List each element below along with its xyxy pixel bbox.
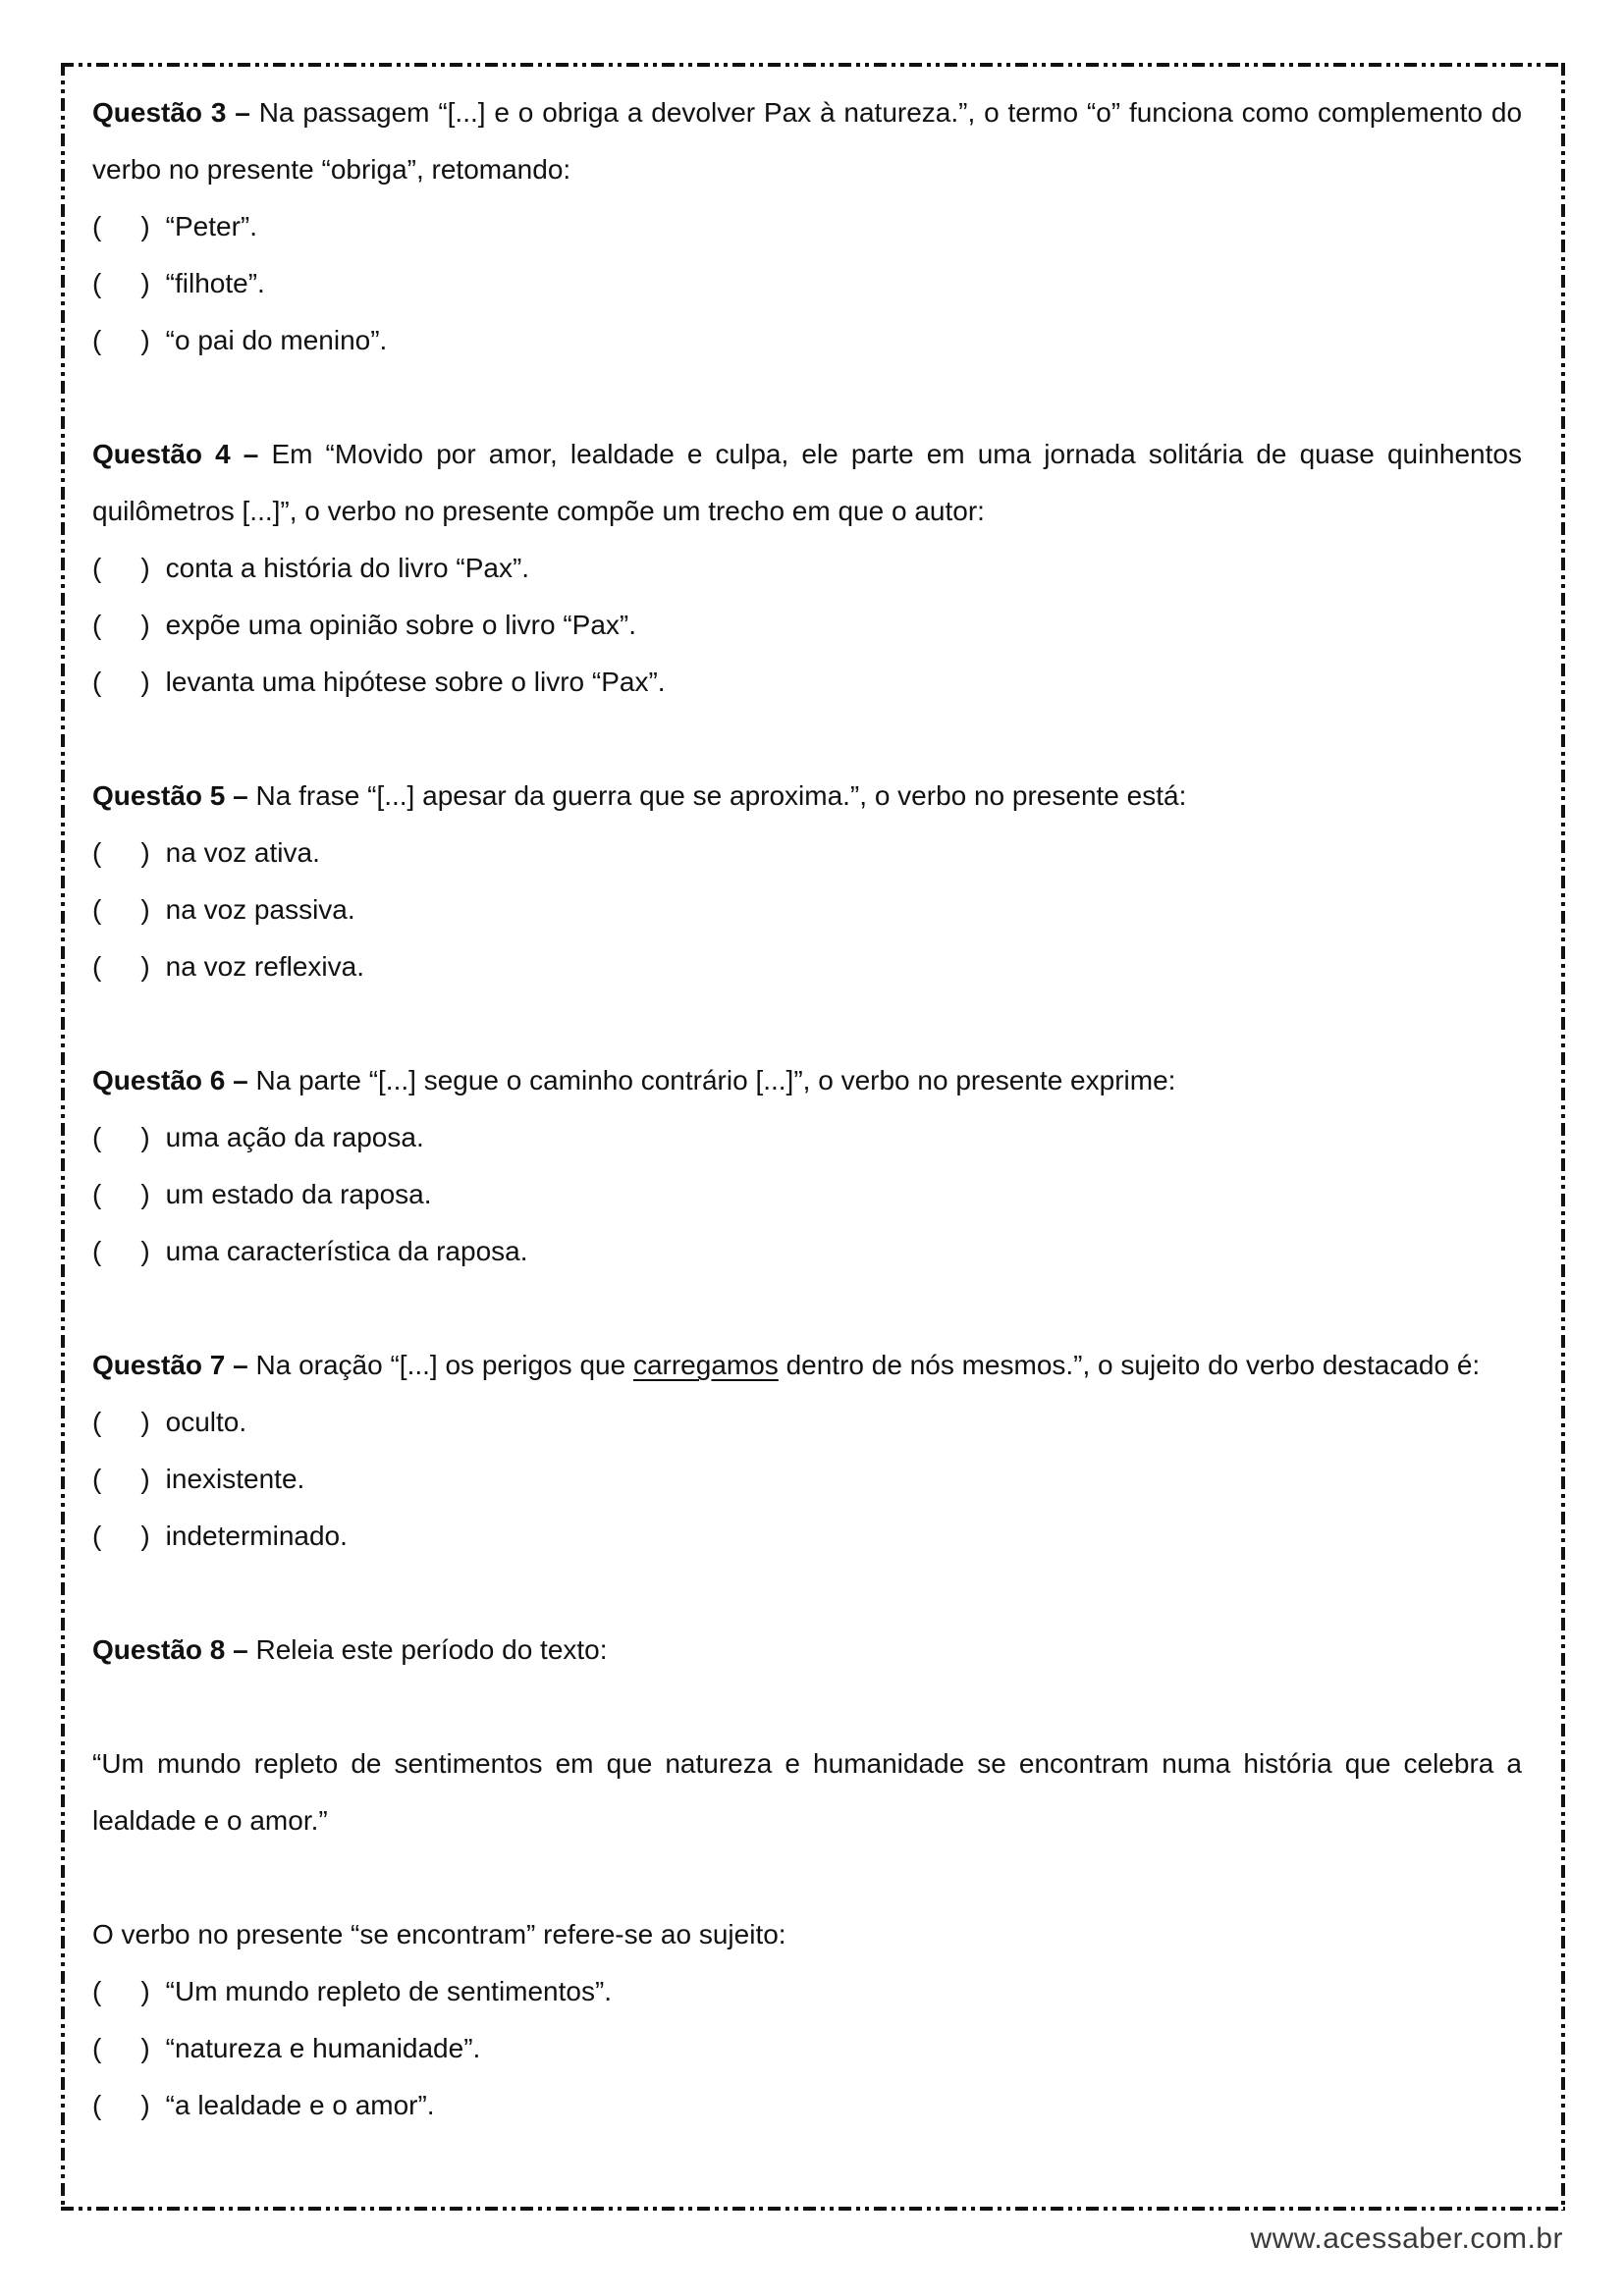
answer-marker[interactable] [92,255,150,312]
option-label: na voz passiva. [165,894,355,925]
answer-marker[interactable] [92,825,150,881]
open-paren: ( [92,1179,102,1209]
question-4-prompt [92,426,1522,540]
option-label: conta a história do livro “Pax”. [165,553,530,583]
question-6 [92,1052,1522,1280]
answer-marker[interactable] [92,1963,150,2020]
answer-marker[interactable] [92,1508,150,1565]
question-6-label: Questão 6 – [92,1065,248,1095]
question-3-option-2 [92,255,1522,312]
question-7-text-after: dentro de nós mesmos.”, o sujeito do verbo destacado é: [778,1350,1481,1380]
question-8-text: Releia este período do texto: [255,1634,608,1665]
open-paren: ( [92,837,102,868]
close-paren: ) [140,268,150,298]
close-paren: ) [140,951,150,982]
open-paren: ( [92,1122,102,1152]
question-3-text: Na passagem “[...] e o obriga a devolver Pax à natureza.”, o termo “o” funciona como complemento do verbo no presente “obriga”, retomando: [92,97,1523,185]
close-paren: ) [140,1179,150,1209]
question-8-option-3 [92,2077,1522,2134]
question-3-label: Questão 3 – [92,97,250,128]
open-paren: ( [92,1521,102,1551]
question-3 [92,84,1522,369]
open-paren: ( [92,325,102,355]
close-paren: ) [140,553,150,583]
close-paren: ) [140,211,150,241]
question-6-text: Na parte “[...] segue o caminho contrário [...]”, o verbo no presente exprime: [255,1065,1176,1095]
open-paren: ( [92,553,102,583]
close-paren: ) [140,1122,150,1152]
question-8-option-1 [92,1963,1522,2020]
option-label: inexistente. [165,1464,305,1494]
question-6-option-2 [92,1166,1522,1223]
question-8-followup: O verbo no presente “se encontram” refere-se ao sujeito: [92,1919,786,1949]
close-paren: ) [140,2090,150,2120]
option-label: “Peter”. [165,211,258,241]
question-7 [92,1337,1522,1565]
question-8-quoted-passage: “Um mundo repleto de sentimentos em que natureza e humanidade se encontram numa história que celebra a lealdade e o amor.” [92,1748,1522,1836]
question-5-text: Na frase “[...] apesar da guerra que se aproxima.”, o verbo no presente está: [255,780,1187,811]
question-8-option-2 [92,2020,1522,2077]
option-label: “a lealdade e o amor”. [165,2090,435,2120]
question-5-option-1 [92,825,1522,881]
question-7-label: Questão 7 – [92,1350,248,1380]
option-label: levanta uma hipótese sobre o livro “Pax”. [165,667,666,697]
question-3-prompt [92,84,1522,198]
answer-marker[interactable] [92,597,150,654]
answer-marker[interactable] [92,881,150,938]
worksheet-border-frame [61,63,1565,2211]
question-7-option-1 [92,1394,1522,1451]
option-label: expõe uma opinião sobre o livro “Pax”. [165,610,637,640]
answer-marker[interactable] [92,2077,150,2134]
answer-marker[interactable] [92,1109,150,1166]
open-paren: ( [92,951,102,982]
answer-marker[interactable] [92,1451,150,1508]
open-paren: ( [92,610,102,640]
question-6-option-3 [92,1223,1522,1280]
question-5-option-3 [92,938,1522,995]
question-4-text: Em “Movido por amor, lealdade e culpa, ele parte em uma jornada solitária de quase quinhentos quilômetros [...]”, o verbo no presente compõe um trecho em que o autor: [92,439,1522,526]
answer-marker[interactable] [92,540,150,597]
question-7-option-3 [92,1508,1522,1565]
option-label: indeterminado. [165,1521,348,1551]
question-5-prompt [92,768,1522,825]
answer-marker[interactable] [92,1223,150,1280]
question-7-text-before: Na oração “[...] os perigos que [255,1350,633,1380]
question-7-prompt [92,1337,1522,1394]
question-6-option-1 [92,1109,1522,1166]
option-label: na voz ativa. [165,837,320,868]
close-paren: ) [140,610,150,640]
option-label: oculto. [165,1407,247,1437]
answer-marker[interactable] [92,312,150,369]
close-paren: ) [140,1521,150,1551]
answer-marker[interactable] [92,1166,150,1223]
answer-marker[interactable] [92,2020,150,2077]
option-label: “natureza e humanidade”. [165,2033,481,2063]
close-paren: ) [140,667,150,697]
close-paren: ) [140,894,150,925]
close-paren: ) [140,1407,150,1437]
close-paren: ) [140,325,150,355]
question-7-option-2 [92,1451,1522,1508]
question-7-underlined-verb: carregamos [632,1350,779,1380]
question-6-prompt [92,1052,1522,1109]
answer-marker[interactable] [92,198,150,255]
open-paren: ( [92,1976,102,2006]
question-3-option-3 [92,312,1522,369]
close-paren: ) [140,837,150,868]
open-paren: ( [92,2033,102,2063]
option-label: uma ação da raposa. [165,1122,424,1152]
question-4-option-2 [92,597,1522,654]
option-label: “o pai do menino”. [165,325,388,355]
close-paren: ) [140,1976,150,2006]
question-8-label: Questão 8 – [92,1634,248,1665]
option-label: uma característica da raposa. [165,1236,528,1266]
question-5-label: Questão 5 – [92,780,248,811]
answer-marker[interactable] [92,1394,150,1451]
option-label: na voz reflexiva. [165,951,364,982]
question-8-prompt [92,1622,1522,1679]
option-label: “Um mundo repleto de sentimentos”. [165,1976,613,2006]
open-paren: ( [92,2090,102,2120]
question-3-option-1 [92,198,1522,255]
open-paren: ( [92,667,102,697]
open-paren: ( [92,268,102,298]
question-4-option-3 [92,654,1522,711]
question-4-label: Questão 4 – [92,439,259,469]
option-label: “filhote”. [165,268,265,298]
answer-marker[interactable] [92,938,150,995]
close-paren: ) [140,1464,150,1494]
option-label: um estado da raposa. [165,1179,432,1209]
close-paren: ) [140,2033,150,2063]
open-paren: ( [92,894,102,925]
question-5-option-2 [92,881,1522,938]
question-5 [92,768,1522,995]
question-4-option-1 [92,540,1522,597]
site-url: www.acessaber.com.br [1250,2222,1563,2255]
answer-marker[interactable] [92,654,150,711]
open-paren: ( [92,1236,102,1266]
open-paren: ( [92,1407,102,1437]
open-paren: ( [92,1464,102,1494]
open-paren: ( [92,211,102,241]
close-paren: ) [140,1236,150,1266]
question-4 [92,426,1522,711]
question-8 [92,1622,1522,2134]
